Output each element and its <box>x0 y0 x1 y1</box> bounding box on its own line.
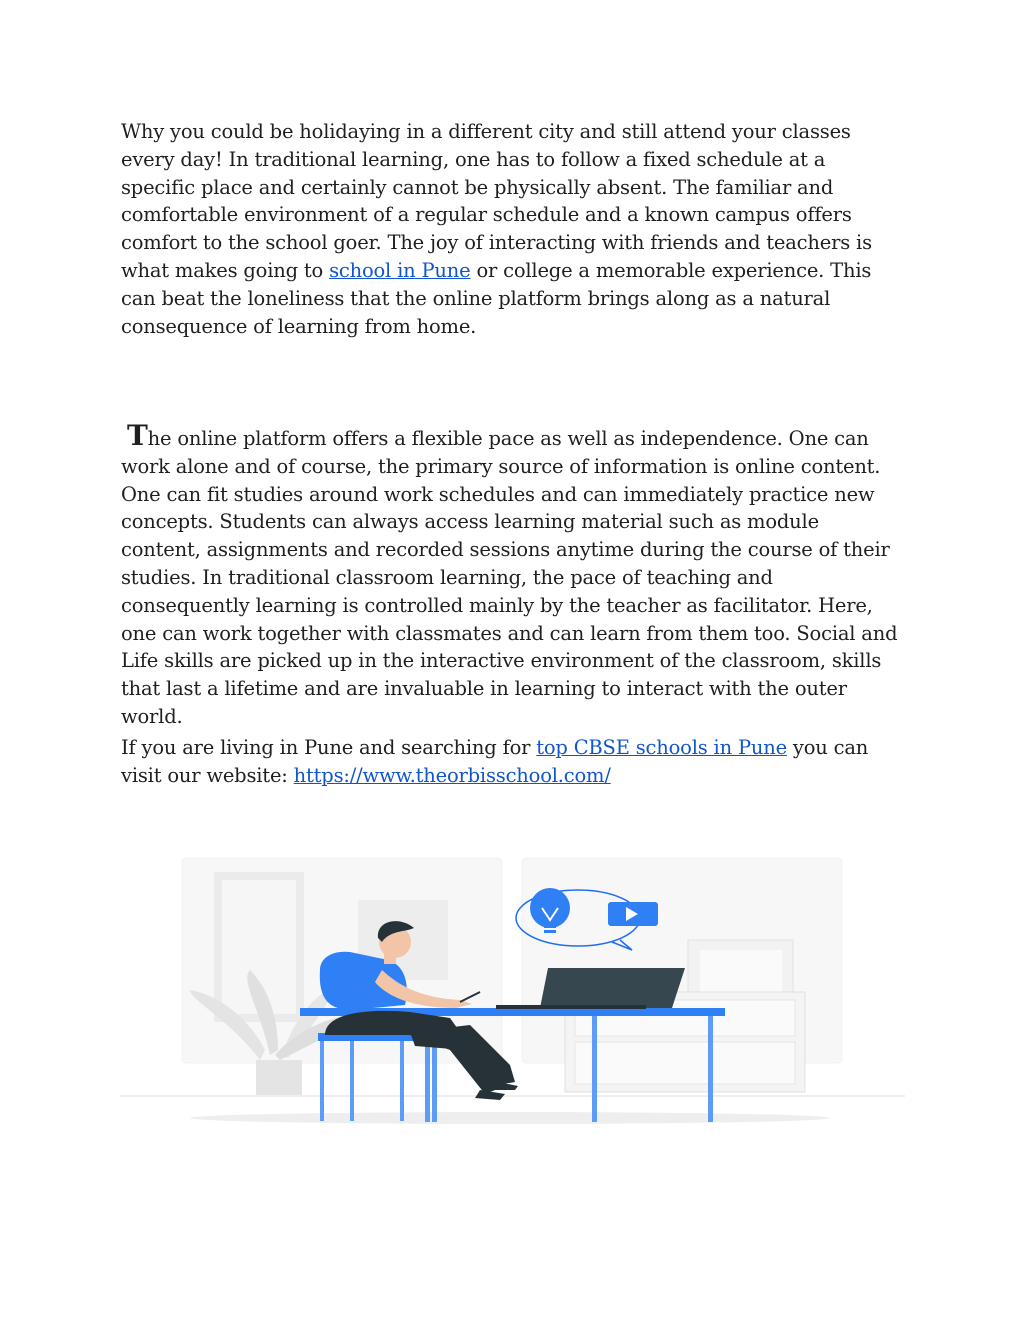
paragraph-text: or college a memorable experience. This can beat the loneliness that the online platform brings along as a natural consequence of learning from home. <box>121 258 872 338</box>
lightbulb-icon <box>530 888 570 928</box>
online-learning-illustration <box>120 850 905 1140</box>
floor-shadow <box>190 1112 830 1124</box>
paragraph-text: you can visit our website: <box>121 736 869 787</box>
school-in-pune-link[interactable]: school in Pune <box>329 258 471 282</box>
paragraph-visit-website <box>121 734 901 790</box>
cabinet-drawer <box>575 1042 795 1084</box>
drop-cap: T <box>127 419 148 452</box>
back-monitor-screen <box>700 950 782 992</box>
top-cbse-schools-link[interactable]: top CBSE schools in Pune <box>536 736 787 759</box>
paragraph-text: he online platform offers a flexible pace as well as independence. One can work alone and of course, the primary source of information is online content. One can fit studies around work schedules and can immediately practice new concepts. Students can always access learning material such as module content, assignments and recorded sessions anytime during the course of their studies. In traditional classroom learning, the pace of teaching and consequently learning is controlled mainly by the teacher as facilitator. Here, one can work together with classmates and can learn from them too. Social and Life skills are picked up in the interactive environment of the classroom, skills that last a lifetime and are invaluable in learning to interact with the outer world. <box>121 427 898 728</box>
paragraph-text: Why you could be holidaying in a different city and still attend your classes every day! In traditional learning, one has to follow a fixed schedule at a specific place and certainly cannot be physically absent. The familiar and comfortable environment of a regular schedule and a known campus offers comfort to the school goer. The joy of interacting with friends and teachers is what makes going to <box>121 120 872 282</box>
paragraph-text: If you are living in Pune and searching for <box>121 736 537 759</box>
paragraph-online-platform <box>121 419 901 731</box>
website-link[interactable]: https://www.theorbisschool.com/ <box>293 763 611 787</box>
paragraph-holidaying <box>121 118 901 340</box>
